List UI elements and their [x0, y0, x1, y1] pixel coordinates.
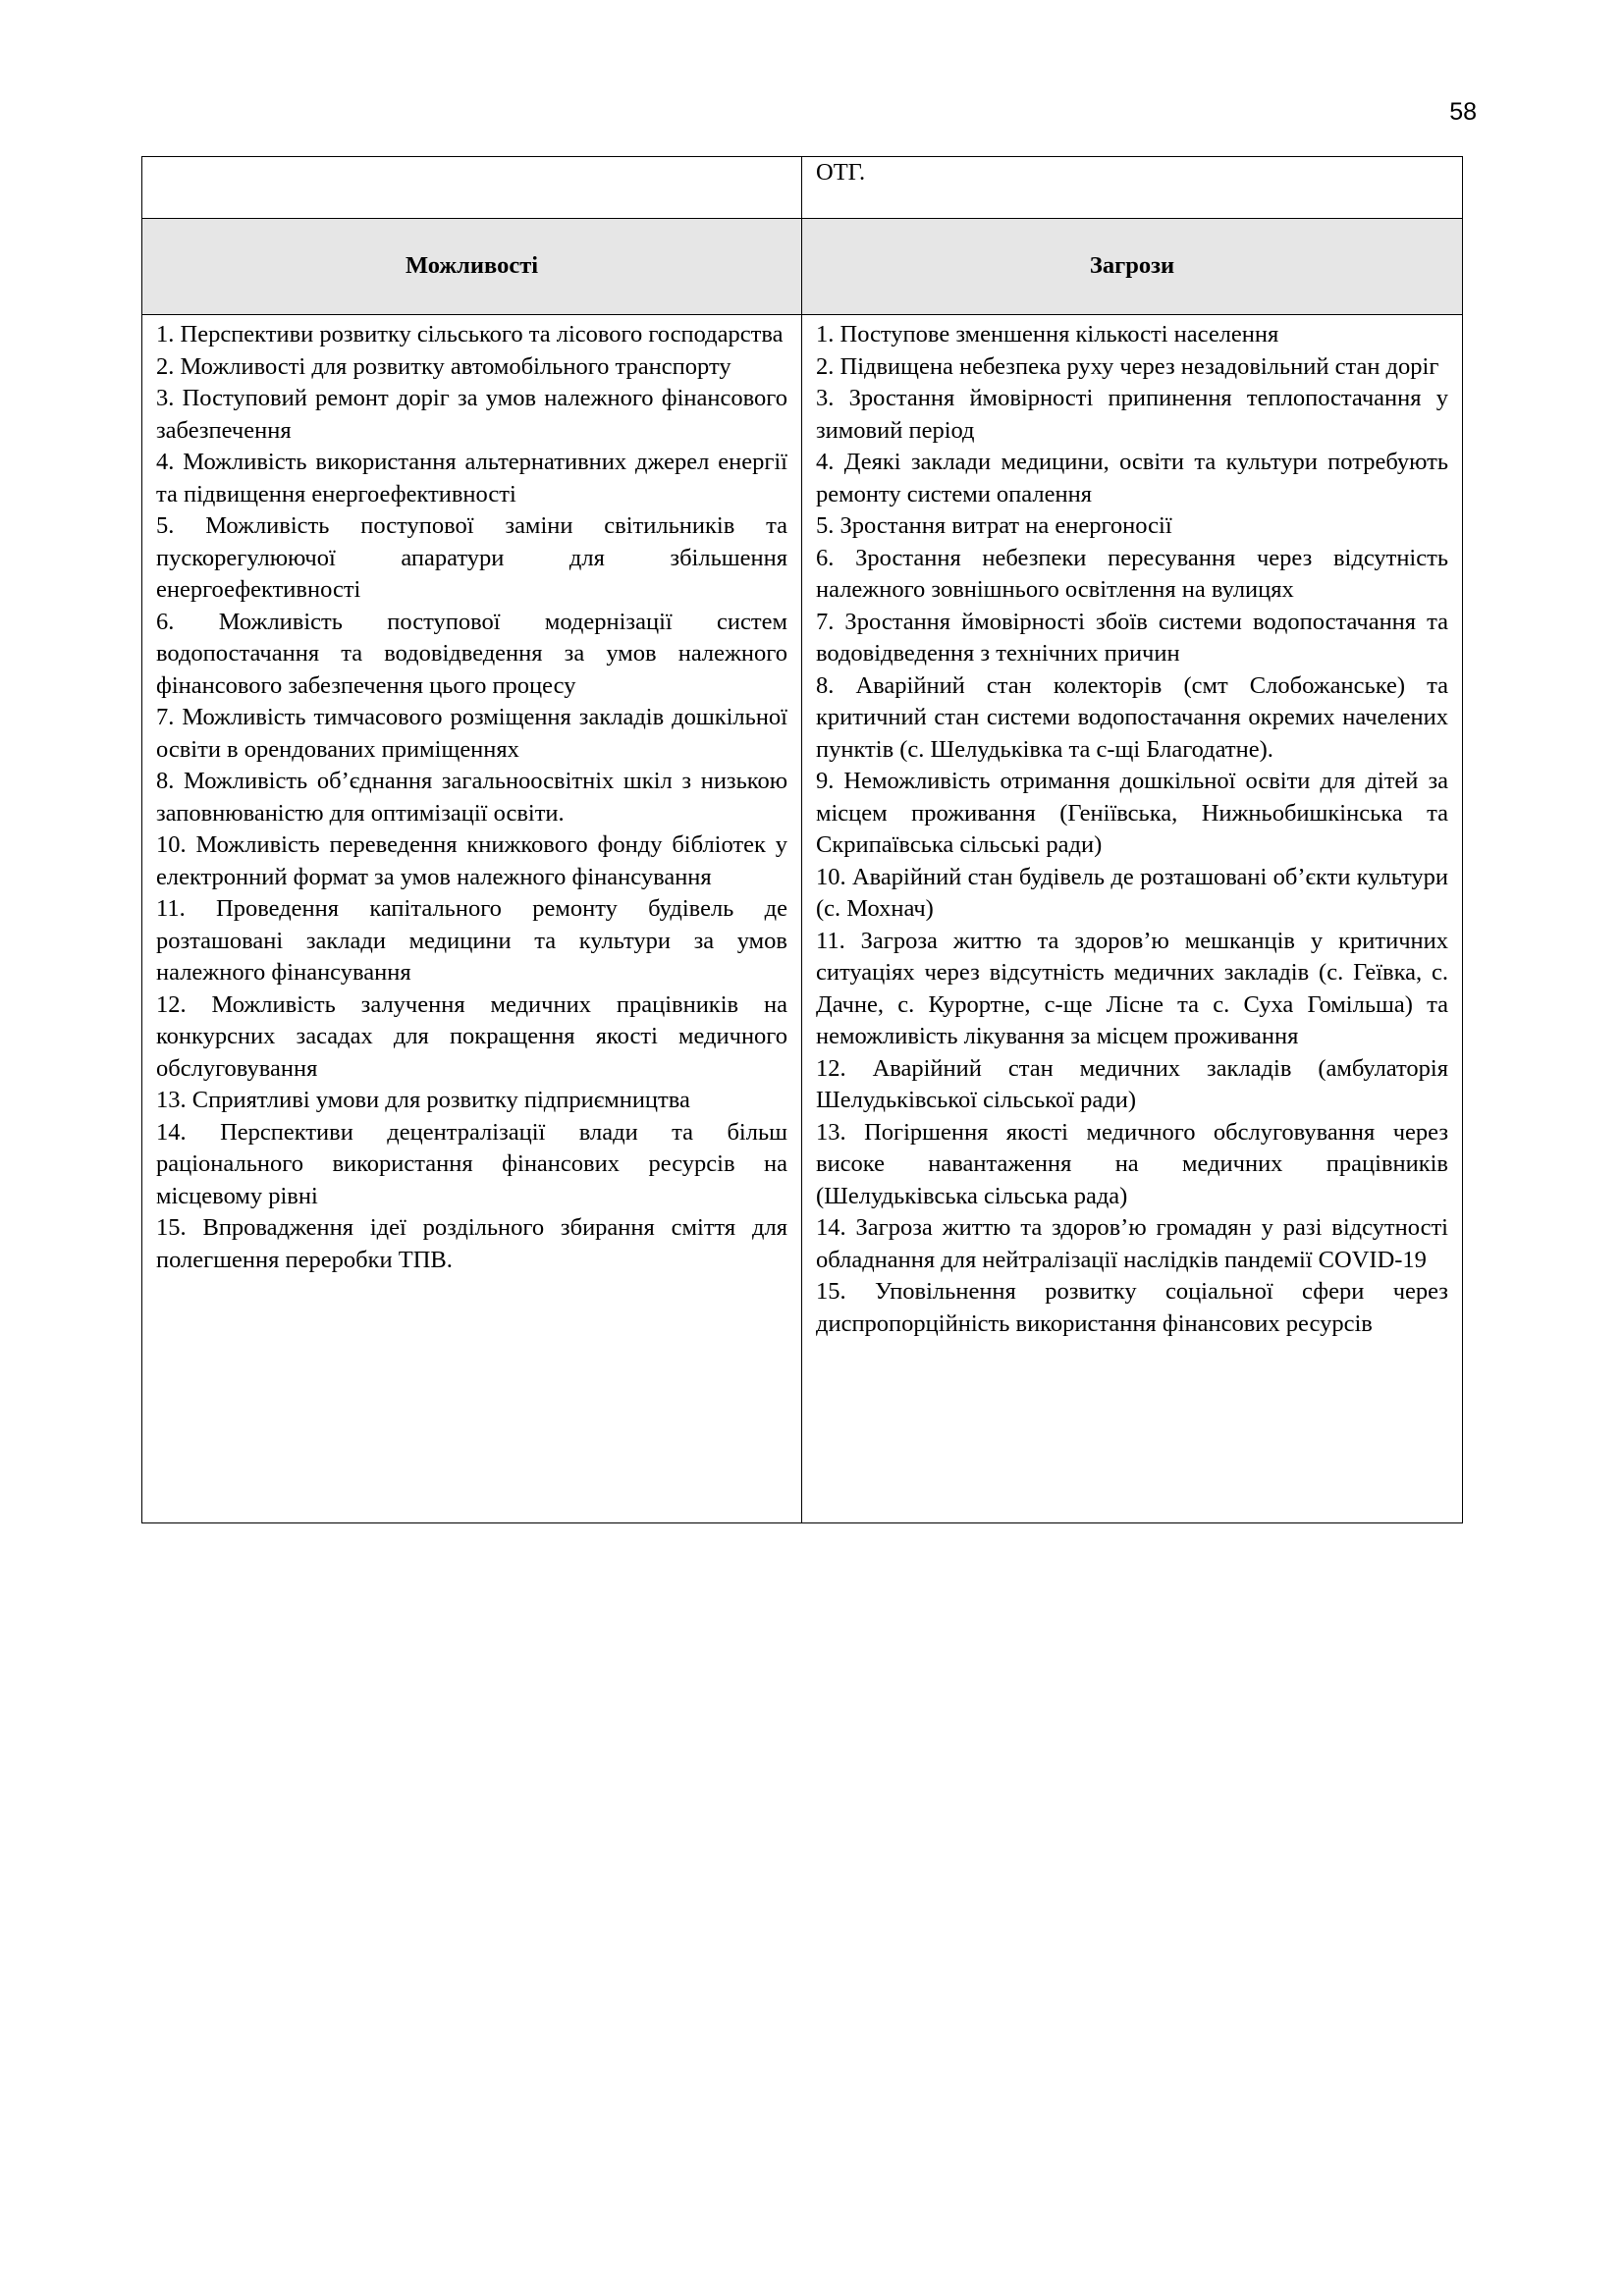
threat-item: 15. Уповільнення розвитку соціальної сфери через диспропорційність використання фінансових ресурсів: [816, 1278, 1448, 1337]
opportunity-item: 10. Можливість переведення книжкового фонду бібліотек у електронний формат за умов належного фінансування: [156, 831, 787, 890]
threat-item: 9. Неможливість отримання дошкільної освіти для дітей за місцем проживання (Геніївська, Нижньобишкінська та Скрипаївська сільські ради): [816, 768, 1448, 858]
opportunity-item: 6. Можливість поступової модернізації систем водопостачання та водовідведення за умов належного фінансового забезпечення цього процесу: [156, 608, 787, 699]
threat-item: 2. Підвищена небезпека руху через незадовільний стан доріг: [816, 352, 1439, 380]
opportunity-item: 14. Перспективи децентралізації влади та більш раціонального використання фінансових ресурсів на місцевому рівні: [156, 1118, 787, 1209]
opportunity-item: 5. Можливість поступової заміни світильників та пускорегулюючої апаратури для збільшення енергоефективності: [156, 512, 787, 603]
opportunity-item: 3. Поступовий ремонт доріг за умов належного фінансового забезпечення: [156, 385, 787, 444]
header-row: [142, 219, 1463, 315]
threat-item: 1. Поступове зменшення кількості населення: [816, 321, 1279, 347]
threat-item: 6. Зростання небезпеки пересування через відсутність належного зовнішнього освітлення на вулицях: [816, 544, 1448, 603]
threats-cell: [802, 315, 1463, 1523]
opportunities-cell: [142, 315, 802, 1523]
threat-item: 3. Зростання ймовірності припинення теплопостачання у зимовий період: [816, 385, 1448, 444]
swot-table: [141, 156, 1463, 1523]
threat-item: 4. Деякі заклади медицини, освіти та культури потребують ремонту системи опалення: [816, 449, 1448, 507]
threat-item: 10. Аварійний стан будівель де розташовані об’єкти культури (с. Мохнач): [816, 863, 1448, 922]
threats-header: Загрози: [802, 219, 1463, 315]
opportunities-header: Можливості: [142, 219, 802, 315]
opportunity-item: 7. Можливість тимчасового розміщення закладів дошкільної освіти в орендованих приміщеннях: [156, 704, 787, 763]
threat-item: 11. Загроза життю та здоров’ю мешканців у критичних ситуаціях через відсутність медичних закладів (с. Геївка, с. Дачне, с. Курортне, с-ще Лісне та с. Суха Гомільша) та неможливість лікування за місцем проживання: [816, 927, 1448, 1049]
opportunity-item: 8. Можливість об’єднання загальноосвітніх шкіл з низькою заповнюваністю для оптимізації освіти.: [156, 768, 787, 827]
threat-item: 14. Загроза життю та здоров’ю громадян у разі відсутності обладнання для нейтралізації наслідків пандемії COVID-19: [816, 1214, 1448, 1273]
threat-item: 5. Зростання витрат на енергоносії: [816, 512, 1172, 539]
opportunity-item: 13. Сприятливі умови для розвитку підприємництва: [156, 1087, 690, 1113]
opportunity-item: 11. Проведення капітального ремонту будівель де розташовані заклади медицини та культури за умов належного фінансування: [156, 895, 787, 986]
threat-item: 12. Аварійний стан медичних закладів (амбулаторія Шелудьківської сільської ради): [816, 1054, 1448, 1113]
body-row: [142, 315, 1463, 1523]
opportunity-item: 1. Перспективи розвитку сільського та лісового господарства: [156, 321, 784, 347]
page-number: 58: [1449, 98, 1477, 126]
opportunity-item: 15. Впровадження ідеї роздільного збирання сміття для полегшення переробки ТПВ.: [156, 1214, 787, 1273]
threat-item: 8. Аварійний стан колекторів (смт Слобожанське) та критичний стан системи водопостачання окремих начелених пунктів (с. Шелудьківка та с-щі Благодатне).: [816, 671, 1448, 763]
continuation-cell-left: [142, 157, 802, 219]
threat-item: 13. Погіршення якості медичного обслуговування через високе навантаження на медичних працівників (Шелудьківська сільська рада): [816, 1118, 1448, 1209]
opportunity-item: 4. Можливість використання альтернативних джерел енергії та підвищення енергоефективності: [156, 449, 787, 507]
opportunity-item: 2. Можливості для розвитку автомобільного транспорту: [156, 352, 731, 380]
opportunity-item: 12. Можливість залучення медичних працівників на конкурсних засадах для покращення якості медичного обслуговування: [156, 990, 787, 1082]
continuation-cell-right: ОТГ.: [802, 157, 1463, 219]
continuation-row: [142, 157, 1463, 219]
threat-item: 7. Зростання ймовірності збоїв системи водопостачання та водовідведення з технічних причин: [816, 608, 1448, 667]
